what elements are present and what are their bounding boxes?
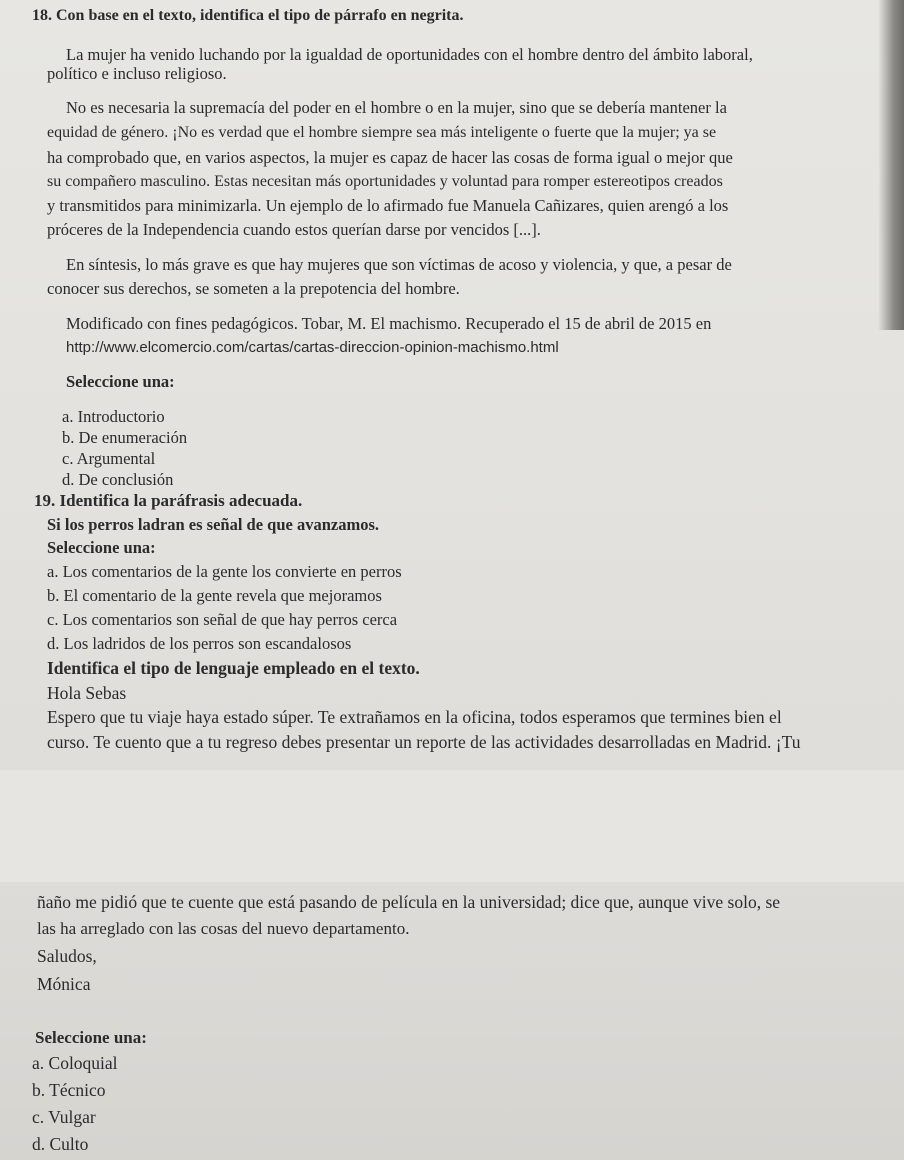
q19-option-c[interactable]: c. Los comentarios son señal de que hay perros cerca <box>47 610 398 629</box>
q18-source-line-1: Modificado con fines pedagógicos. Tobar, M. El machismo. Recuperado el 15 de abril de 2015 en <box>66 314 712 333</box>
blank-gap <box>0 770 904 882</box>
letter-line-2: curso. Te cuento que a tu regreso debes presentar un reporte de las actividades desarrolladas en Madrid. ¡Tu <box>47 732 801 752</box>
letter-closing: Saludos, <box>37 946 97 966</box>
q20-option-a[interactable]: a. Coloquial <box>32 1053 118 1073</box>
q19-select-label: Seleccione una: <box>47 538 156 557</box>
q20-select-label: Seleccione una: <box>35 1028 147 1047</box>
q18-title: 18. Con base en el texto, identifica el tipo de párrafo en negrita. <box>32 7 464 24</box>
q19-option-d[interactable]: d. Los ladridos de los perros son escandalosos <box>47 634 352 653</box>
q20-option-c[interactable]: c. Vulgar <box>32 1107 96 1127</box>
letter-signature: Mónica <box>37 974 91 994</box>
letter-greeting: Hola Sebas <box>47 683 127 703</box>
q18-paragraph-2-line-3: ha comprobado que, en varios aspectos, la mujer es capaz de hacer las cosas de forma igual o mejor que <box>47 148 733 167</box>
letter-line-1: Espero que tu viaje haya estado súper. Te extrañamos en la oficina, todos esperamos que termines bien el <box>47 707 782 727</box>
q18-paragraph-2-line-6: próceres de la Independencia cuando estos querían darse por vencidos [...]. <box>47 220 541 239</box>
letter-line-4: las ha arreglado con las cosas del nuevo departamento. <box>37 919 410 938</box>
q20-option-b[interactable]: b. Técnico <box>32 1080 106 1100</box>
q18-option-d[interactable]: d. De conclusión <box>62 470 174 489</box>
q19-option-b[interactable]: b. El comentario de la gente revela que mejoramos <box>47 586 382 605</box>
q18-option-b[interactable]: b. De enumeración <box>62 428 188 447</box>
q20-option-d[interactable]: d. Culto <box>32 1134 89 1154</box>
page-shadow-edge <box>878 0 904 330</box>
q18-paragraph-2-line-4: su compañero masculino. Estas necesitan más oportunidades y voluntad para romper estereotipos creados <box>47 173 723 190</box>
q18-paragraph-2-line-5: y transmitidos para minimizarla. Un ejemplo de lo afirmado fue Manuela Cañizares, quien arengó a los <box>47 196 729 215</box>
letter-line-3: ñaño me pidió que te cuente que está pasando de película en la universidad; dice que, aunque vive solo, se <box>37 892 781 912</box>
q18-paragraph-1-line-2: político e incluso religioso. <box>47 64 227 83</box>
q18-paragraph-3-line-1: En síntesis, lo más grave es que hay mujeres que son víctimas de acoso y violencia, y que, a pesar de <box>66 255 732 274</box>
q18-source-url: http://www.elcomercio.com/cartas/cartas-direccion-opinion-machismo.html <box>66 339 559 356</box>
q19-sentence: Si los perros ladran es señal de que avanzamos. <box>47 515 380 534</box>
q18-paragraph-3-line-2: conocer sus derechos, se someten a la prepotencia del hombre. <box>47 279 460 298</box>
q19-title: 19. Identifica la paráfrasis adecuada. <box>34 491 303 510</box>
q18-paragraph-1-line-1: La mujer ha venido luchando por la igualdad de oportunidades con el hombre dentro del ámbito laboral, <box>66 45 753 64</box>
q19-option-a[interactable]: a. Los comentarios de la gente los convierte en perros <box>47 562 402 581</box>
q18-paragraph-2-line-1: No es necesaria la supremacía del poder en el hombre o en la mujer, sino que se debería mantener la <box>66 98 727 117</box>
q18-option-a[interactable]: a. Introductorio <box>62 407 165 426</box>
q18-paragraph-2-line-2: equidad de género. ¡No es verdad que el hombre siempre sea más inteligente o fuerte que la mujer; ya se <box>47 124 717 141</box>
q18-option-c[interactable]: c. Argumental <box>62 449 156 468</box>
q20-title: Identifica el tipo de lenguaje empleado en el texto. <box>47 658 420 678</box>
q18-select-label: Seleccione una: <box>66 372 175 391</box>
